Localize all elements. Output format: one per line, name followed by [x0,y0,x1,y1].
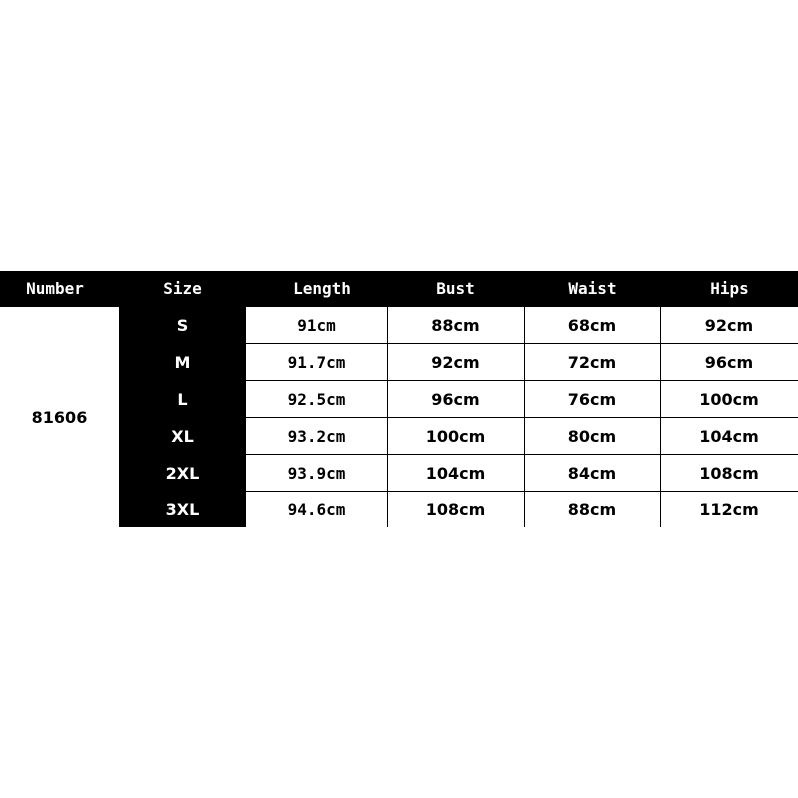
header-length: Length [293,279,351,298]
length-cell: 91.7cm [287,353,346,372]
table-header [0,271,798,307]
hips-cell: 100cm [699,390,759,409]
bust-cell: 100cm [425,427,486,446]
length-cell: 92.5cm [287,390,346,409]
waist-cell: 84cm [567,464,617,483]
waist-cell: 80cm [567,427,617,446]
length-cell: 94.6cm [287,500,346,519]
header-hips: Hips [710,279,749,298]
waist-cell: 88cm [567,500,617,519]
hips-cell: 104cm [699,427,759,446]
bust-cell: 104cm [425,464,486,483]
hips-cell: 108cm [699,464,759,483]
size-cell: M [174,353,191,372]
hips-cell: 96cm [704,353,754,372]
header-waist: Waist [568,279,617,298]
size-column [119,307,246,527]
hips-cell: 92cm [704,316,754,335]
bust-cell: 108cm [425,500,486,519]
size-cell: S [176,316,189,335]
length-cell: 91cm [297,316,336,335]
header-bust: Bust [436,279,475,298]
size-cell: 2XL [165,464,200,483]
bust-cell: 88cm [431,316,480,335]
bust-cell: 96cm [431,390,480,409]
product-number: 81606 [31,408,88,427]
size-cell: XL [171,427,194,446]
header-number: Number [26,279,84,298]
size-cell: L [177,390,188,409]
waist-cell: 68cm [567,316,617,335]
length-cell: 93.9cm [287,464,346,483]
size-cell: 3XL [165,500,200,519]
hips-cell: 112cm [699,500,759,519]
bust-cell: 92cm [431,353,480,372]
measurement-grid [246,307,798,527]
header-size: Size [163,279,202,298]
waist-cell: 72cm [567,353,617,372]
length-cell: 93.2cm [287,427,346,446]
waist-cell: 76cm [567,390,617,409]
